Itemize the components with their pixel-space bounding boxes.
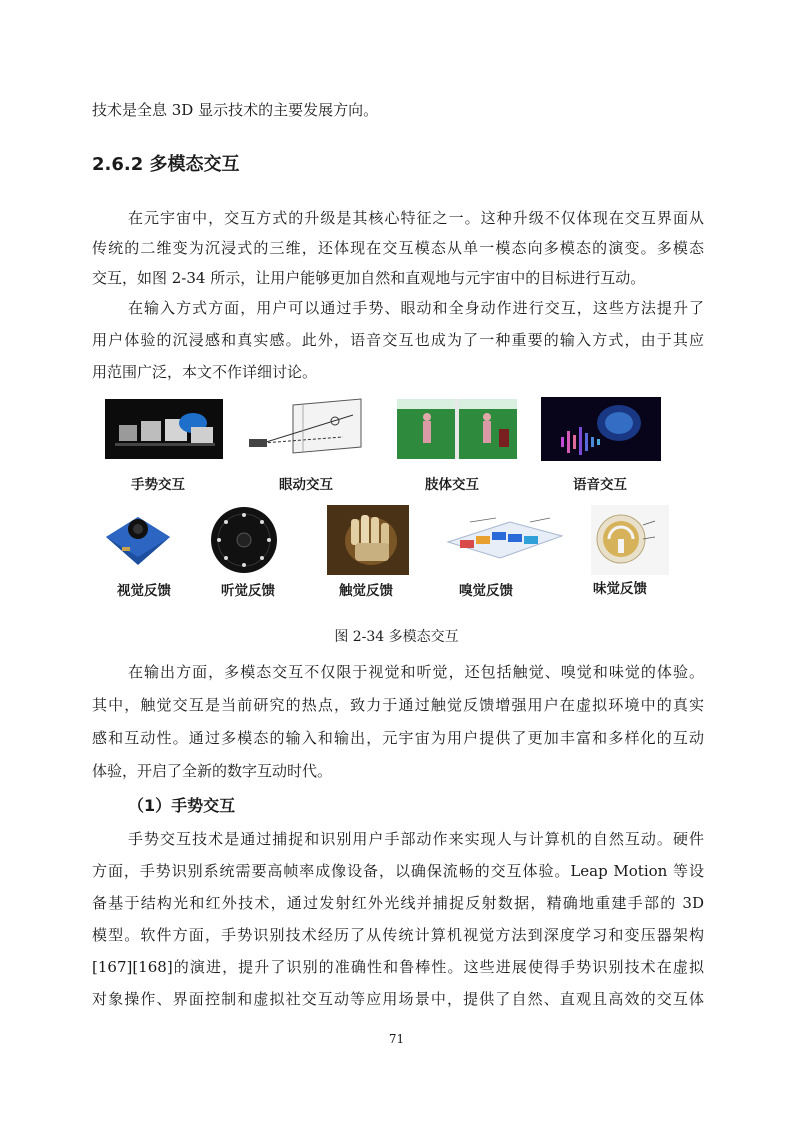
figure-label-auditory: 听觉反馈 [221,583,275,599]
figure-label-body: 肢体交互 [425,477,479,493]
figure-label-eye: 眼动交互 [279,477,333,493]
figure-label-haptic: 触觉反馈 [339,583,393,599]
body-text-line: 模型。软件方面，手势识别技术经历了从传统计算机视觉方法到深度学习和变压器架构 [92,926,704,944]
body-text-line: 对象操作、界面控制和虚拟社交互动等应用场景中，提供了自然、直观且高效的交互体 [92,990,704,1008]
body-text-line: 在输入方式方面，用户可以通过手势、眼动和全身动作进行交互，这些方法提升了 [128,299,704,317]
voice-interaction-image [541,397,661,461]
body-text-line: 传统的二维变为沉浸式的三维，还体现在交互模态从单一模态向多模态的演变。多模态 [92,239,704,257]
body-text-line: 交互，如图 2-34 所示，让用户能够更加自然和直观地与元宇宙中的目标进行互动。 [92,269,646,287]
body-text-line: 其中，触觉交互是当前研究的热点，致力于通过触觉反馈增强用户在虚拟环境中的真实 [92,696,704,714]
figure-caption: 图 2-34 多模态交互 [334,629,459,645]
gesture-interaction-image [105,399,223,459]
body-text-line: 感和互动性。通过多模态的输入和输出，元宇宙为用户提供了更加丰富和多样化的互动 [92,729,704,747]
figure-label-olfactory: 嗅觉反馈 [459,583,513,599]
body-text-line: 备基于结构光和红外技术，通过发射红外光线并捕捉反射数据，精确地重建手部的 3D [92,894,704,912]
olfactory-feedback-image [440,512,568,568]
subsection-heading: （1）手势交互 [128,796,236,815]
body-text-line: 在元宇宙中，交互方式的升级是其核心特征之一。这种升级不仅体现在交互界面从 [128,209,704,227]
section-heading [92,153,240,177]
body-interaction-image [397,399,517,459]
eye-movement-interaction-image [243,397,373,461]
body-text-line: 用户体验的沉浸感和真实感。此外，语音交互也成为了一种重要的输入方式，由于其应 [92,331,704,349]
body-text-line: 方面，手势识别系统需要高帧率成像设备，以确保流畅的交互体验。Leap Motion 等设 [92,862,704,880]
auditory-feedback-image [209,505,279,575]
figure-label-gustatory: 味觉反馈 [593,581,647,597]
page-number: 71 [388,1032,405,1046]
figure-label-gesture: 手势交互 [131,477,185,493]
figure-label-voice: 语音交互 [573,477,627,493]
figure-label-visual: 视觉反馈 [117,583,171,599]
section-title: 多模态交互 [149,154,240,175]
body-text-line: 体验，开启了全新的数字互动时代。 [92,762,333,780]
body-text-line: 手势交互技术是通过捕捉和识别用户手部动作来实现人与计算机的自然互动。硬件 [128,830,704,848]
haptic-feedback-image [327,505,409,575]
gustatory-feedback-image [591,505,669,575]
body-text-line: [167][168]的演进，提升了识别的准确性和鲁棒性。这些进展使得手势识别技术在虚拟 [92,958,704,976]
visual-feedback-image [100,507,176,575]
body-text-line: 用范围广泛，本文不作详细讨论。 [92,363,318,381]
body-text-line: 技术是全息 3D 显示技术的主要发展方向。 [92,101,379,119]
body-text-line: 在输出方面，多模态交互不仅限于视觉和听觉，还包括触觉、嗅觉和味觉的体验。 [128,663,704,681]
section-number: 2.6.2 [92,154,144,175]
